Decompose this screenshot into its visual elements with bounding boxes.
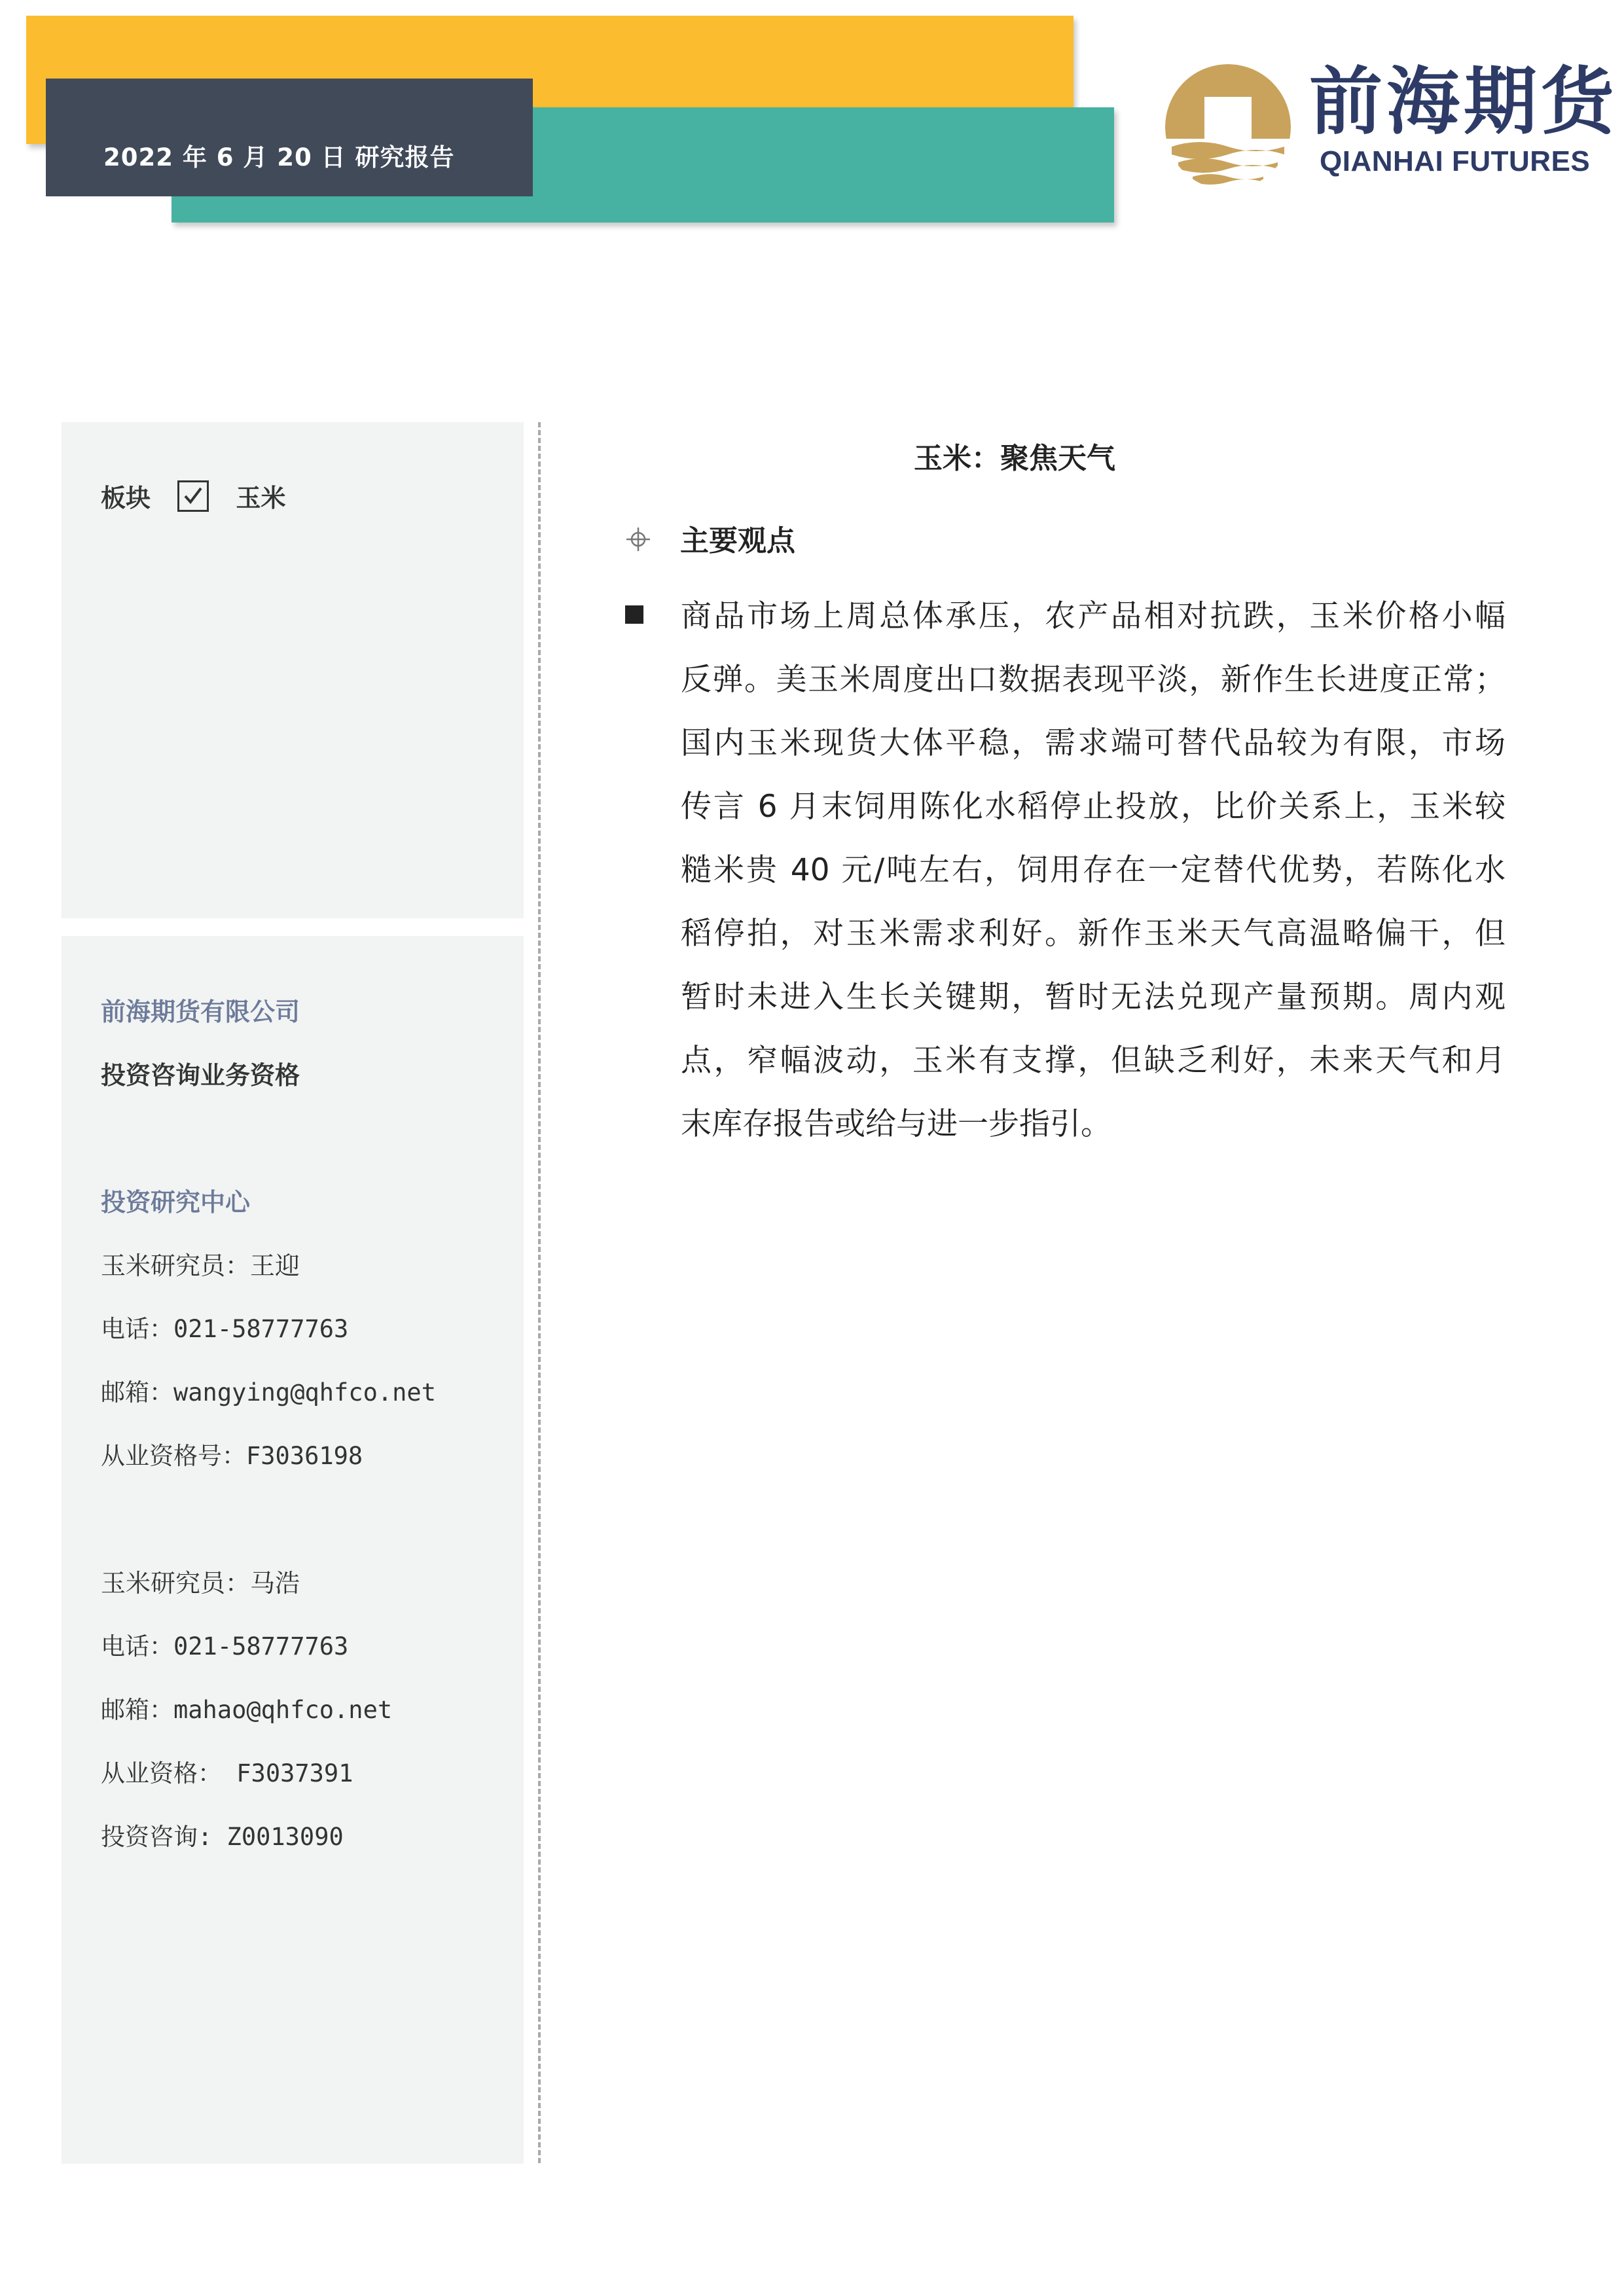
paragraph-line: 商品市场上周总体承压，农产品相对抗跌，玉米价格小幅	[681, 598, 1506, 634]
logo-name-en: QIANHAI FUTURES	[1320, 145, 1591, 177]
paragraph-line: 暂时未进入生长关键期，暂时无法兑现产量预期。周内观	[681, 979, 1506, 1015]
column-divider	[538, 422, 541, 2163]
paragraph-line: 末库存报告或给与进一步指引。	[681, 1106, 1111, 1142]
checked-checkbox-icon	[177, 480, 209, 512]
qualification: 投资咨询业务资格	[101, 1061, 300, 1090]
analyst-phone: 电话：021-58777763	[101, 1315, 349, 1343]
analyst-name: 玉米研究员：王迎	[101, 1251, 300, 1280]
paragraph-line: 传言 6 月末饲用陈化水稻停止投放，比价关系上，玉米较	[681, 789, 1506, 825]
sector-row	[101, 478, 428, 514]
company-logo-icon	[1164, 63, 1292, 191]
analyst-license: 从业资格号：F3036198	[101, 1442, 363, 1470]
analyst-phone: 电话：021-58777763	[101, 1632, 349, 1660]
section-heading	[625, 517, 1018, 559]
analyst-email: 邮箱：wangying@qhfco.net	[101, 1378, 436, 1407]
square-bullet-icon	[625, 605, 643, 624]
analyst-license: 从业资格： F3037391	[101, 1759, 353, 1787]
company-name: 前海期货有限公司	[101, 997, 300, 1026]
crosshair-bullet-icon	[625, 526, 651, 552]
contact-panel	[62, 936, 524, 2164]
analyst-name: 玉米研究员：马浩	[101, 1569, 300, 1598]
paragraph-line: 国内玉米现货大体平稳，需求端可替代品较为有限，市场	[681, 725, 1506, 761]
paragraph-line: 稻停拍，对玉米需求利好。新作玉米天气高温略偏干，但	[681, 916, 1506, 952]
logo-name-cn: 前海期货	[1309, 59, 1618, 145]
report-title: 玉米：聚焦天气	[914, 442, 1115, 475]
analyst-email: 邮箱：mahao@qhfco.net	[101, 1696, 393, 1724]
main-paragraph	[681, 584, 1506, 1156]
paragraph-line: 反弹。美玉米周度出口数据表现平淡，新作生长进度正常；	[681, 662, 1506, 698]
paragraph-line: 点，窄幅波动，玉米有支撑，但缺乏利好，未来天气和月	[681, 1043, 1506, 1079]
section-heading-label: 主要观点	[680, 524, 795, 558]
sector-value: 玉米	[236, 484, 286, 512]
paragraph-line: 糙米贵 40 元/吨左右，饲用存在一定替代优势，若陈化水	[681, 852, 1506, 888]
sector-label: 板块	[101, 484, 151, 512]
report-date: 2022 年 6 月 20 日 研究报告	[103, 143, 455, 171]
analyst-consult-license: 投资咨询: Z0013090	[101, 1823, 344, 1851]
research-center: 投资研究中心	[101, 1188, 251, 1217]
